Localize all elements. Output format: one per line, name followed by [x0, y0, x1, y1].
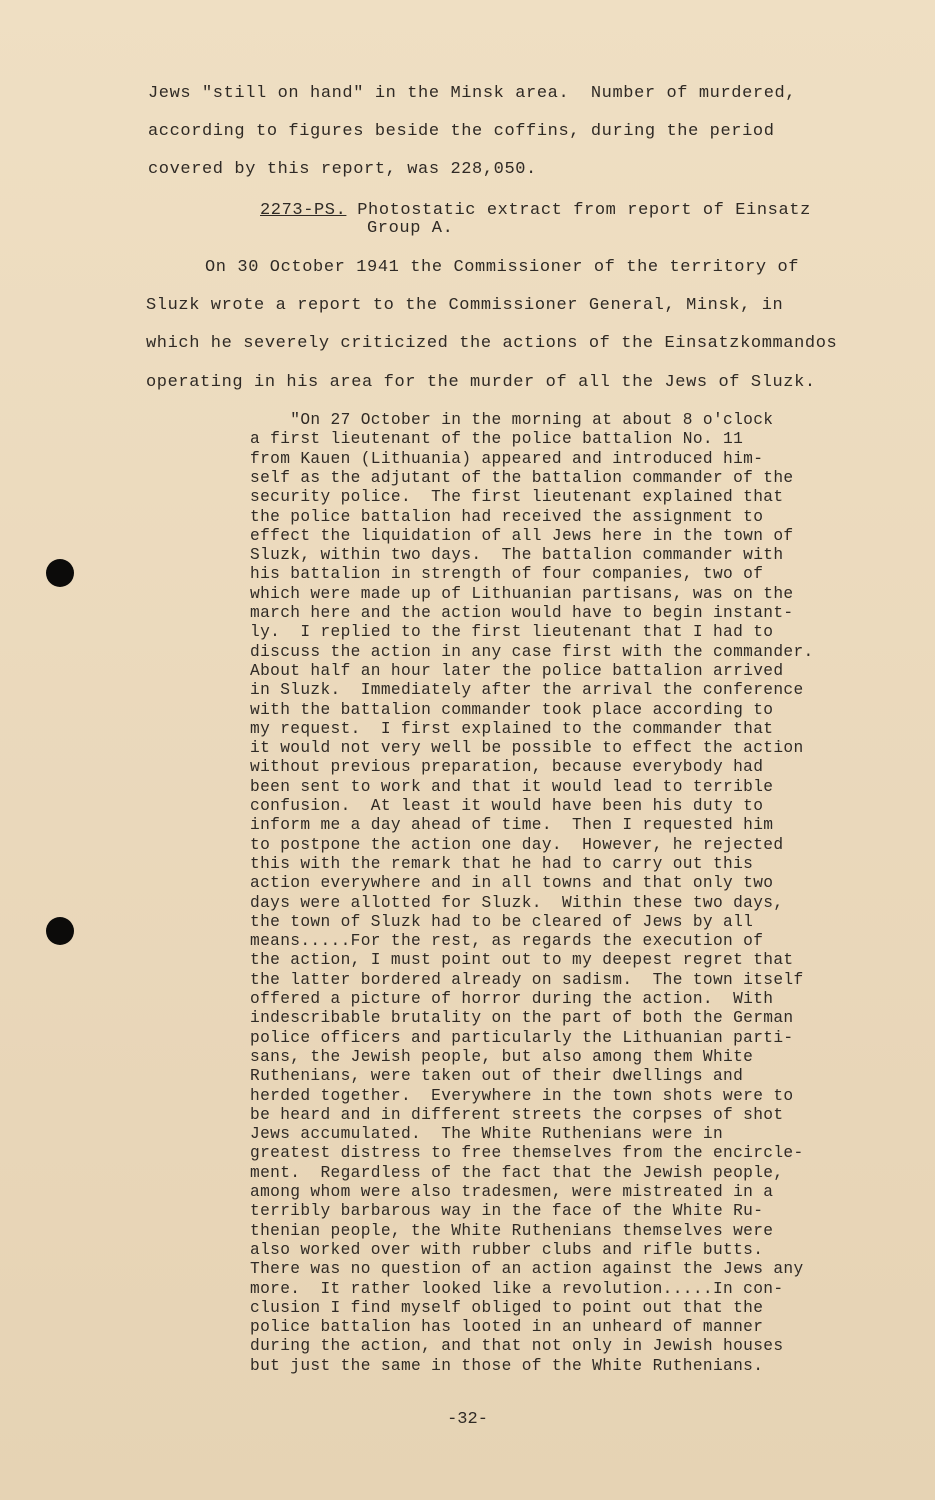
body-line-4: operating in his area for the murder of all the Jews of Sluzk. — [146, 373, 816, 392]
quote-line: police officers and particularly the Lithuanian parti- — [250, 1028, 794, 1047]
quote-line: be heard and in different streets the corpses of shot — [250, 1105, 784, 1124]
quote-line: There was no question of an action against the Jews any — [250, 1260, 804, 1279]
quote-line: the latter bordered already on sadism. The town itself — [250, 970, 804, 989]
quote-line: without previous preparation, because everybody had — [250, 758, 764, 777]
quote-line: this with the remark that he had to carry out this — [250, 854, 754, 873]
quote-line: the town of Sluzk had to be cleared of Jews by all — [250, 912, 754, 931]
quote-line: confusion. At least it would have been his duty to — [250, 797, 764, 815]
quote-line: days were allotted for Sluzk. Within these two days, — [250, 893, 784, 912]
quote-line: discuss the action in any case first with the commander. — [250, 642, 814, 661]
quote-line: About half an hour later the police battalion arrived — [250, 661, 784, 680]
quote-line: clusion I find myself obliged to point out that the — [250, 1298, 764, 1317]
doc-reference-line-2: Group A. — [367, 219, 454, 238]
quote-line: the police battalion had received the assignment to — [250, 507, 764, 526]
body-line-1: On 30 October 1941 the Commissioner of the territory of — [205, 258, 800, 277]
quote-line: the action, I must point out to my deepest regret that — [250, 951, 794, 970]
doc-reference-line-1 — [260, 201, 811, 220]
quote-line: in Sluzk. Immediately after the arrival the conference — [250, 681, 804, 700]
quote-line: greatest distress to free themselves from the encircle- — [250, 1144, 804, 1163]
quote-line: self as the adjutant of the battalion commander of the — [250, 468, 794, 487]
quote-line: offered a picture of horror during the action. With — [250, 990, 774, 1008]
quote-line: sans, the Jewish people, but also among them White — [250, 1047, 754, 1066]
quote-line: Jews accumulated. The White Ruthenians were in — [250, 1125, 724, 1144]
intro-line-3: covered by this report, was 228,050. — [148, 160, 537, 179]
quote-line: inform me a day ahead of time. Then I requested him — [250, 816, 774, 835]
quote-line: during the action, and that not only in Jewish houses — [250, 1337, 784, 1356]
quote-line: terribly barbarous way in the face of the White Ru- — [250, 1202, 764, 1221]
binder-hole-top — [46, 559, 74, 587]
doc-reference-code: 2273-PS. — [260, 201, 347, 220]
quote-line: thenian people, the White Ruthenians themselves were — [250, 1221, 774, 1240]
quote-line: his battalion in strength of four companies, two of — [250, 565, 764, 584]
quote-line: ly. I replied to the first lieutenant that I had to — [250, 623, 774, 642]
quote-line: march here and the action would have to begin instant- — [250, 604, 794, 622]
quote-line: also worked over with rubber clubs and rifle butts. — [250, 1240, 764, 1259]
quote-line: action everywhere and in all towns and that only two — [250, 874, 774, 893]
quote-line: but just the same in those of the White Ruthenians. — [250, 1356, 764, 1375]
quote-line: among whom were also tradesmen, were mistreated in a — [250, 1183, 774, 1201]
intro-line-2: according to figures beside the coffins, during the period — [148, 122, 775, 141]
quote-line: police battalion has looted in an unheard of manner — [250, 1318, 764, 1337]
quote-line: security police. The first lieutenant explained that — [250, 488, 784, 507]
quote-line: means.....For the rest, as regards the execution of — [250, 932, 764, 951]
quote-line: with the battalion commander took place according to — [250, 700, 774, 719]
quote-line: it would not very well be possible to effect the action — [250, 739, 804, 758]
quote-line: more. It rather looked like a revolution.....In con- — [250, 1279, 784, 1298]
binder-hole-bottom — [46, 917, 74, 945]
quote-line: to postpone the action one day. However, he rejected — [250, 835, 784, 854]
intro-line-1: Jews "still on hand" in the Minsk area. Number of murdered, — [148, 84, 797, 103]
quote-line: been sent to work and that it would lead to terrible — [250, 777, 774, 796]
quote-line: a first lieutenant of the police battalion No. 11 — [250, 430, 744, 449]
body-line-3: which he severely criticized the actions of the Einsatzkommandos — [146, 334, 838, 353]
quote-line: Ruthenians, were taken out of their dwellings and — [250, 1067, 744, 1086]
doc-reference-title: Photostatic extract from report of Einsatz — [346, 201, 811, 220]
quote-line: effect the liquidation of all Jews here in the town of — [250, 526, 794, 545]
quote-line: herded together. Everywhere in the town shots were to — [250, 1086, 794, 1105]
quote-line: indescribable brutality on the part of both the German — [250, 1009, 794, 1028]
quote-line: Sluzk, within two days. The battalion commander with — [250, 546, 784, 565]
quote-line: my request. I first explained to the commander that — [250, 719, 774, 738]
quote-line: ment. Regardless of the fact that the Jewish people, — [250, 1163, 784, 1182]
page-number: -32- — [447, 1410, 488, 1429]
quote-line: "On 27 October in the morning at about 8 o'clock — [250, 411, 774, 429]
body-line-2: Sluzk wrote a report to the Commissioner General, Minsk, in — [146, 296, 784, 315]
quote-line: which were made up of Lithuanian partisans, was on the — [250, 584, 794, 603]
quote-line: from Kauen (Lithuania) appeared and introduced him- — [250, 449, 764, 468]
